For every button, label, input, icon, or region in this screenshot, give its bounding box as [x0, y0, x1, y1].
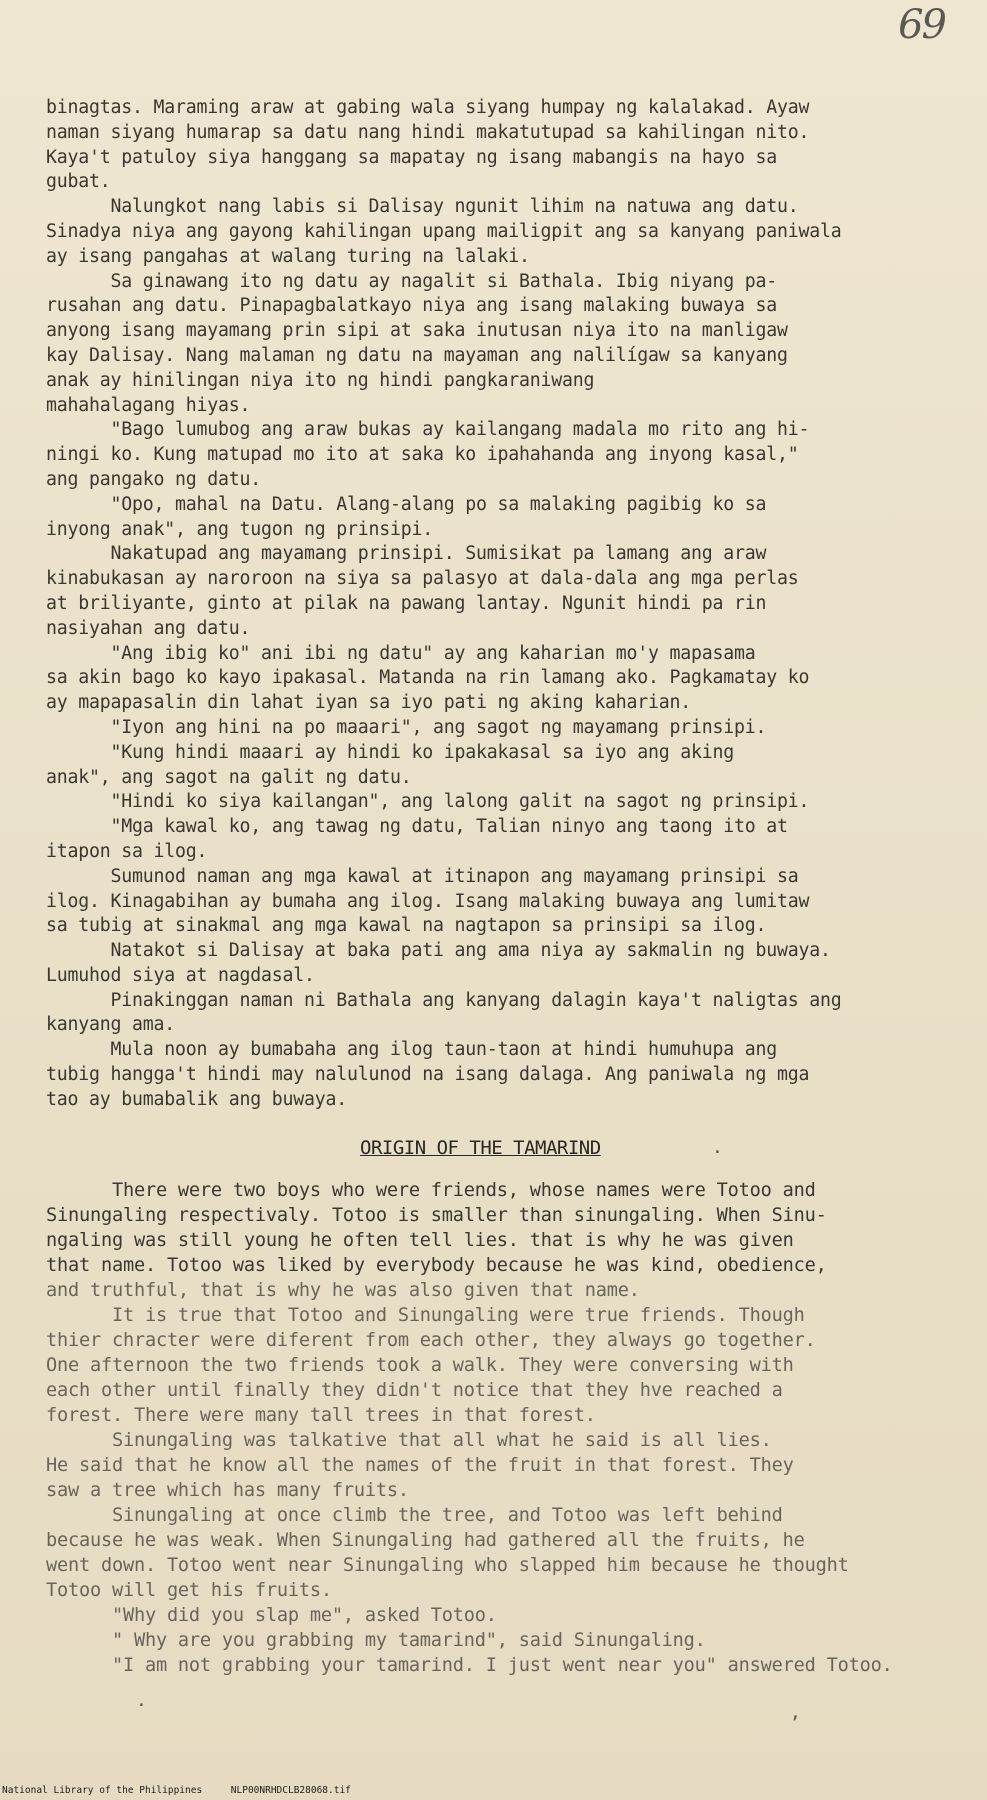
- text-line: Kaya't patuloy siya hanggang sa mapatay ng isang mabangis na hayo sa: [46, 146, 777, 168]
- stray-mark: .: [136, 1690, 147, 1711]
- text-line: Pinakinggan naman ni Bathala ang kanyang dalagin kaya't naligtas ang: [46, 989, 842, 1011]
- text-line: naman siyang humarap sa datu nang hindi makatutupad sa kahilingan nito.: [46, 121, 810, 143]
- text-line: "Mga kawal ko, ang tawag ng datu, Talian ninyo ang taong ito at: [46, 816, 788, 838]
- tamarind-story-body: [46, 1178, 956, 1678]
- text-line: tubig hangga't hindi may nalulunod na isang dalaga. Ang paniwala ng mga: [46, 1064, 810, 1086]
- text-line: "Ang ibig ko" ani ibi ng datu" ay ang kaharian mo'y mapasama: [46, 642, 756, 664]
- text-line: ay mapapasalin din lahat iyan sa iyo pati ng aking kaharian.: [46, 692, 691, 714]
- text-line: Sa ginawang ito ng datu ay nagalit si Bathala. Ibig niyang pa-: [46, 270, 777, 292]
- tagalog-story-body: [46, 96, 956, 1113]
- text-line: "Opo, mahal na Datu. Alang-alang po sa malaking pagibig ko sa: [46, 493, 767, 515]
- page-number: 69: [898, 2, 945, 48]
- text-line: Totoo will get his fruits.: [46, 1580, 332, 1601]
- text-line: Sumunod naman ang mga kawal at itinapon ang mayamang prinsipi sa: [46, 865, 799, 887]
- text-line: ngaling was still young he often tell lies. that is why he was given: [46, 1230, 794, 1251]
- stray-mark: ,: [790, 1702, 801, 1723]
- text-line: Nalungkot nang labis si Dalisay ngunit lihim na natuwa ang datu.: [46, 196, 799, 218]
- text-line: kinabukasan ay naroroon na siya sa palasyo at dala-dala ang mga perlas: [46, 568, 799, 590]
- text-line: forest. There were many tall trees in that forest.: [46, 1405, 596, 1426]
- text-line: mahahalagang hiyas.: [46, 394, 251, 416]
- text-line: ningi ko. Kung matupad mo ito at saka ko ipahahanda ang inyong kasal,": [46, 444, 799, 466]
- text-line: that name. Totoo was liked by everybody because he was kind, obedience,: [46, 1255, 827, 1276]
- text-line: " Why are you grabbing my tamarind", said Sinungaling.: [46, 1630, 706, 1651]
- section-heading: ORIGIN OF THE TAMARIND: [360, 1137, 601, 1159]
- stray-mark: .: [712, 1137, 723, 1158]
- text-line: kay Dalisay. Nang malaman ng datu na mayaman ang nalilígaw sa kanyang: [46, 344, 788, 366]
- text-line: ang pangako ng datu.: [46, 468, 261, 490]
- text-line: inyong anak", ang tugon ng prinsipi.: [46, 518, 433, 540]
- text-line: ay isang pangahas at walang turing na lalaki.: [46, 245, 530, 267]
- text-line: He said that he know all the names of the fruit in that forest. They: [46, 1455, 794, 1476]
- text-line: "Iyon ang hini na po maaari", ang sagot ng mayamang prinsipi.: [46, 716, 767, 738]
- text-line: Sinungaling at once climb the tree, and Totoo was left behind: [46, 1505, 783, 1526]
- text-line: anak ay hinilingan niya ito ng hindi pangkaraniwang: [46, 369, 595, 391]
- text-line: There were two boys who were friends, whose names were Totoo and: [46, 1180, 816, 1201]
- text-line: tao ay bumabalik ang buwaya.: [46, 1088, 347, 1110]
- text-line: gubat.: [46, 171, 111, 193]
- text-line: "Hindi ko siya kailangan", ang lalong galit na sagot ng prinsipi.: [46, 791, 810, 813]
- text-line: Sinadya niya ang gayong kahilingan upang mailigpit ang sa kanyang paniwala: [46, 220, 842, 242]
- text-line: nasiyahan ang datu.: [46, 617, 251, 639]
- text-line: "I am not grabbing your tamarind. I just went near you" answered Totoo.: [46, 1655, 893, 1676]
- text-line: anak", ang sagot na galit ng datu.: [46, 766, 412, 788]
- text-line: Nakatupad ang mayamang prinsipi. Sumisikat pa lamang ang araw: [46, 543, 767, 565]
- text-line: "Why did you slap me", asked Totoo.: [46, 1605, 497, 1626]
- text-line: thier chracter were diferent from each other, they always go together.: [46, 1330, 816, 1351]
- text-line: Sinungaling was talkative that all what he said is all lies.: [46, 1430, 772, 1451]
- text-line: It is true that Totoo and Sinungaling were true friends. Though: [46, 1305, 805, 1326]
- text-line: kanyang ama.: [46, 1014, 175, 1036]
- archive-footer: National Library of the Philippines NLP00NRHDCLB28068.tif: [2, 1785, 351, 1796]
- text-line: Sinungaling respectivaly. Totoo is smaller than sinungaling. When Sinu-: [46, 1205, 827, 1226]
- text-line: because he was weak. When Sinungaling had gathered all the fruits, he: [46, 1530, 805, 1551]
- text-line: "Bago lumubog ang araw bukas ay kailangang madala mo rito ang hi-: [46, 419, 810, 441]
- text-line: sa akin bago ko kayo ipakasal. Matanda na rin lamang ako. Pagkamatay ko: [46, 667, 810, 689]
- text-line: binagtas. Maraming araw at gabing wala siyang humpay ng kalalakad. Ayaw: [46, 97, 810, 118]
- text-line: ilog. Kinagabihan ay bumaha ang ilog. Isang malaking buwaya ang lumitaw: [46, 890, 810, 912]
- text-line: itapon sa ilog.: [46, 840, 208, 862]
- text-line: each other until finally they didn't notice that they hve reached a: [46, 1380, 783, 1401]
- text-line: went down. Totoo went near Sinungaling who slapped him because he thought: [46, 1555, 849, 1576]
- text-line: at briliyante, ginto at pilak na pawang lantay. Ngunit hindi pa rin: [46, 592, 767, 614]
- text-line: "Kung hindi maaari ay hindi ko ipakakasal sa iyo ang aking: [46, 741, 734, 763]
- text-line: One afternoon the two friends took a walk. They were conversing with: [46, 1355, 794, 1376]
- text-line: rusahan ang datu. Pinapagbalatkayo niya ang isang malaking buwaya sa: [46, 295, 777, 317]
- text-line: Natakot si Dalisay at baka pati ang ama niya ay sakmalin ng buwaya.: [46, 940, 831, 962]
- text-line: Lumuhod siya at nagdasal.: [46, 964, 315, 986]
- text-line: sa tubig at sinakmal ang mga kawal na nagtapon sa prinsipi sa ilog.: [46, 915, 767, 937]
- text-line: anyong isang mayamang prin sipi at saka inutusan niya ito na manligaw: [46, 320, 788, 342]
- text-line: Mula noon ay bumabaha ang ilog taun-taon at hindi humuhupa ang: [46, 1039, 777, 1061]
- text-line: and truthful, that is why he was also given that name.: [46, 1280, 640, 1301]
- text-line: saw a tree which has many fruits.: [46, 1480, 409, 1501]
